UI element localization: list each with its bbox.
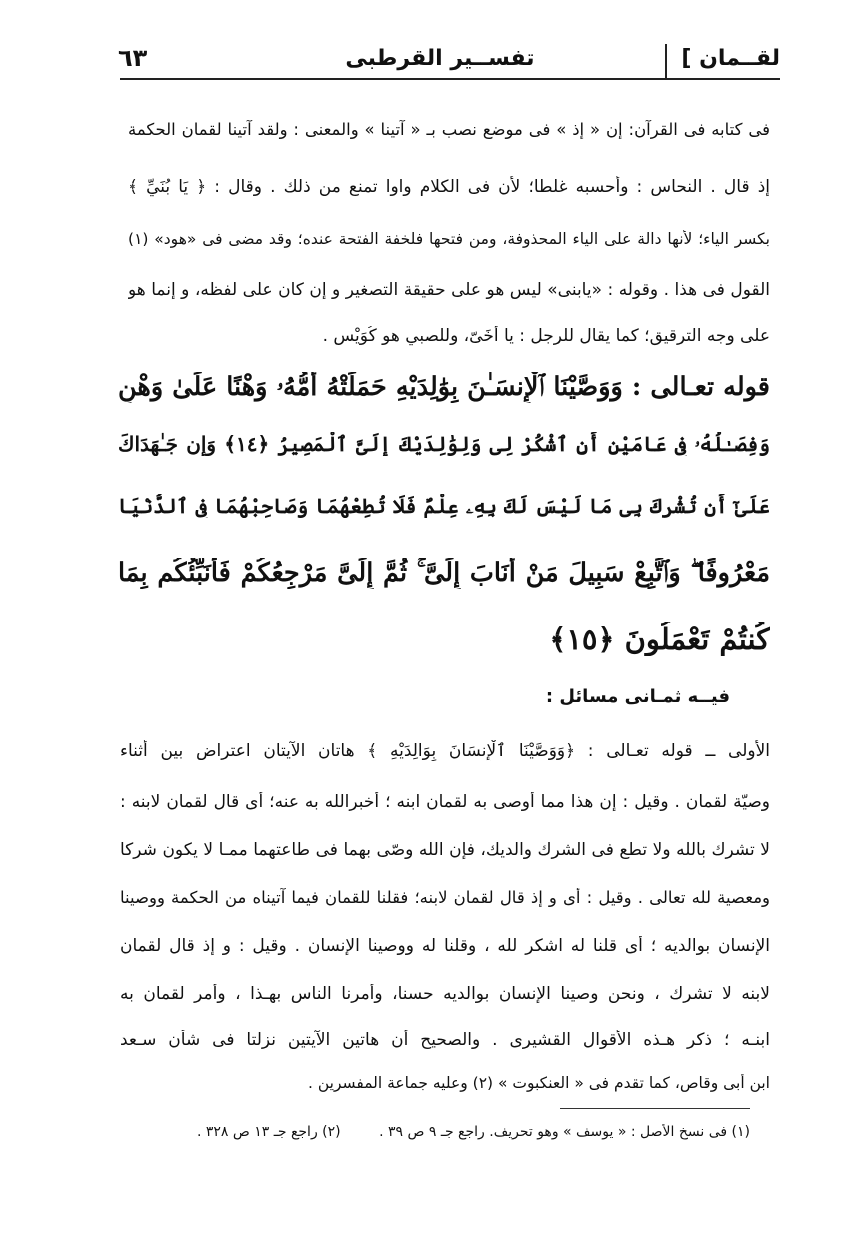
text-line: فى كتابه فى القرآن: إن « إذ » فى موضع نصب بـ « آتينا » والمعنى : ولقد آتينا لقمان الحكمة: [128, 120, 770, 139]
footnotes: [120, 1124, 750, 1140]
footnote-1: (١) فى نسخ الأصل : « يوسف » وهو تحريف. راجع جـ ٩ ص ٣٩ .: [379, 1124, 750, 1140]
verse-line: كُنتُمْ تَعْمَلُونَ ﴿١٥﴾: [549, 622, 770, 656]
verse-line: عَلَىٰٓ أَن تُشْرِكَ بِى مَا لَيْسَ لَكَ بِهِۦ عِلْمٌ فَلَا تُطِعْهُمَا وَصَاحِبْهُمَا فِى ٱلدُّنْيَا: [118, 494, 770, 518]
header-bracket: [665, 44, 667, 80]
text-line: الأولى ــ قوله تعـالى : ﴿وَوَصَّيْنَا ٱلْإِنسَانَ بِوَالِدَيْهِ ﴾ هاتان الآيتان اعتراض بين أثناء: [120, 741, 770, 761]
header-rule: [120, 78, 780, 80]
text-line: على وجه الترقيق؛ كما يقال للرجل : يا أُخَىّ، وللصبي هو كُوَيْس .: [322, 326, 770, 346]
text-line: لابنه لا تشرك ، ونحن وصينا الإنسان بوالديه حسنا، وأمرنا الناس بهـذا ، وأمر لقمان به: [120, 984, 770, 1004]
text-line: إذ قال . النحاس : وأحسبه غلطا؛ لأن فى الكلام واوا تمنع من ذلك . وقال : ﴿ يَا بُنَيِّ ﴾: [128, 177, 770, 197]
text-line: ابنـه ؛ ذكر هـذه الأقوال القشيرى . والصحيح أن هاتين الآيتين نزلتا فى شأن سـعد: [120, 1030, 770, 1050]
verse-line: وَفِصَـٰلُهُۥ فِى عَامَيْنِ أَنِ ٱشْكُرْ لِى وَلِوَٰلِدَيْكَ إِلَىَّ ٱلْمَصِيرُ ﴿١٤﴾ وَإِن جَـٰهَدَاكَ: [118, 432, 770, 456]
book-title: تفســير القرطبى: [345, 46, 535, 71]
footnote-rule: [560, 1108, 750, 1109]
text-line: القول فى هذا . وقوله : «يابنى» ليس هو على حقيقة التصغير و إن كان على لفظه، و إنما هو: [128, 280, 770, 300]
surah-name: لقــمان ]: [681, 46, 780, 71]
verse-line: مَعْرُوفًا ۖ وَٱتَّبِعْ سَبِيلَ مَنْ أَنَابَ إِلَىَّ ۚ ثُمَّ إِلَىَّ مَرْجِعُكُمْ فَأُنَبِّئُكُم بِمَا: [118, 558, 770, 588]
text-line: الإنسان بوالديه ؛ أى قلنا له اشكر لله ، وقلنا له ووصينا الإنسان . وقيل : و إذ قال لقمان: [120, 936, 770, 956]
text-line: ابن أبى وقاص، كما تقدم فى « العنكبوت » (٢) وعليه جماعة المفسرين .: [308, 1074, 770, 1092]
footnote-2: (٢) راجع جـ ١٣ ص ٣٢٨ .: [196, 1124, 341, 1140]
text-line: بكسر الياء؛ لأنها دالة على الياء المحذوفة، ومن فتحها فلخفة الفتحة عنده؛ وقد مضى فى «هود» (١): [128, 230, 770, 248]
section-heading: فيــه ثمـانى مسائل :: [545, 686, 730, 707]
verse-line: قوله تعـالى : وَوَصَّيْنَا ٱلْإِنسَـٰنَ بِوَٰلِدَيْهِ حَمَلَتْهُ أُمُّهُۥ وَهْنًا عَلَىٰ وَهْنٍ: [118, 372, 770, 402]
text-line: لا تشرك بالله ولا تطع فى الشرك والديك، فإن الله وصّى بهما فى طاعتهما ممـا لا يكون شركا: [120, 840, 770, 860]
page-number: ٦٣: [118, 44, 148, 72]
text-line: ومعصية لله تعالى . وقيل : أى و إذ قال لقمان لابنه؛ فقلنا للقمان فيما آتيناه من الحكمة ووصينا: [120, 888, 770, 907]
text-line: وصيّة لقمان . وقيل : إن هذا مما أوصى به لقمان ابنه ؛ أخبرالله به عنه؛ أى قال لقمان لابنه :: [120, 792, 770, 812]
